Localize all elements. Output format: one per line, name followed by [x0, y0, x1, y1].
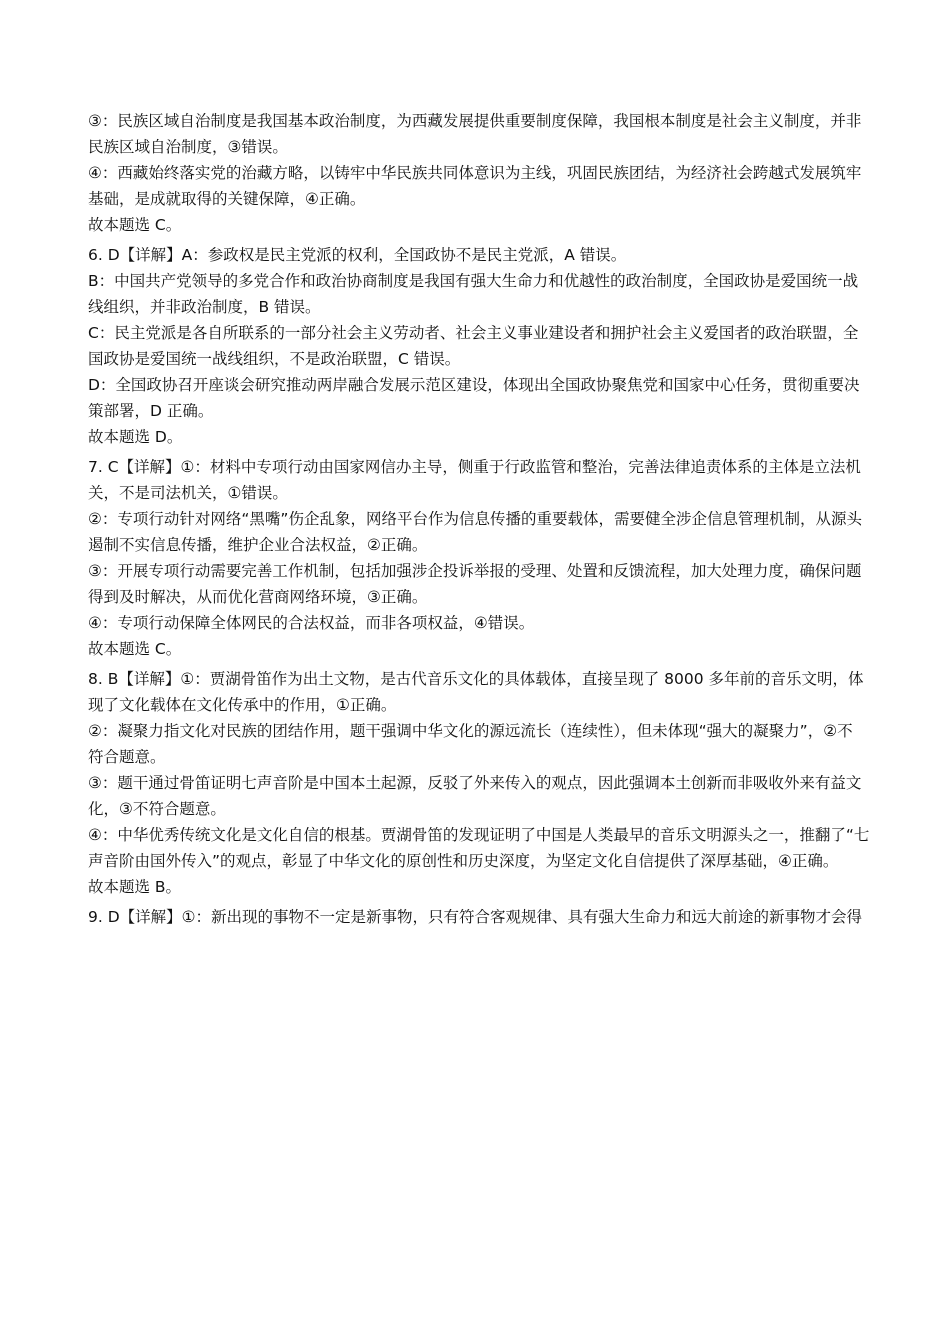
text-line: 8. B【详解】①：贾湖骨笛作为出土文物，是古代音乐文化的具体载体，直接呈现了 8000 多年前的音乐文明，体: [88, 670, 864, 688]
text-line: ③：开展专项行动需要完善工作机制，包括加强涉企投诉举报的受理、处置和反馈流程，加大处理力度，确保问题: [88, 562, 862, 580]
text-line: 故本题选 D。: [88, 428, 183, 446]
text-line: 线组织，并非政治制度，B 错误。: [88, 298, 321, 316]
text-line: 基础，是成就取得的关键保障，④正确。: [88, 190, 366, 208]
document-page: [88, 112, 878, 934]
text-line: ③：民族区域自治制度是我国基本政治制度，为西藏发展提供重要制度保障，我国根本制度是社会主义制度，并非: [88, 112, 862, 130]
text-line: ④：西藏始终落实党的治藏方略，以铸牢中华民族共同体意识为主线，巩固民族团结，为经济社会跨越式发展筑牢: [88, 164, 862, 182]
text-line: 关，不是司法机关，①错误。: [88, 484, 288, 502]
text-line: 9. D【详解】①：新出现的事物不一定是新事物，只有符合客观规律、具有强大生命力和远大前途的新事物才会得: [88, 908, 863, 926]
text-line: 国政协是爱国统一战线组织，不是政治联盟，C 错误。: [88, 350, 461, 368]
text-line: C：民主党派是各自所联系的一部分社会主义劳动者、社会主义事业建设者和拥护社会主义爱国者的政治联盟，全: [88, 324, 859, 342]
text-line: 符合题意。: [88, 748, 166, 766]
text-line: D：全国政协召开座谈会研究推动两岸融合发展示范区建设，体现出全国政协聚焦党和国家中心任务，贯彻重要决: [88, 376, 860, 394]
text-line: 声音阶由国外传入”的观点，彰显了中华文化的原创性和历史深度，为坚定文化自信提供了深厚基础，④正确。: [88, 852, 839, 870]
text-line: 现了文化载体在文化传承中的作用，①正确。: [88, 696, 397, 714]
text-line: 民族区域自治制度，③错误。: [88, 138, 288, 156]
text-line: B：中国共产党领导的多党合作和政治协商制度是我国有强大生命力和优越性的政治制度，全国政协是爱国统一战: [88, 272, 859, 290]
text-line: 策部署，D 正确。: [88, 402, 214, 420]
text-line: ④：中华优秀传统文化是文化自信的根基。贾湖骨笛的发现证明了中国是人类最早的音乐文明源头之一，推翻了“七: [88, 826, 870, 844]
text-line: 7. C【详解】①：材料中专项行动由国家网信办主导，侧重于行政监管和整治，完善法律追责体系的主体是立法机: [88, 458, 861, 476]
text-line: 6. D【详解】A：参政权是民主党派的权利，全国政协不是民主党派，A 错误。: [88, 246, 627, 264]
text-line: ③：题干通过骨笛证明七声音阶是中国本土起源，反驳了外来传入的观点，因此强调本土创新而非吸收外来有益文: [88, 774, 862, 792]
text-line: 化，③不符合题意。: [88, 800, 226, 818]
text-line: ②：专项行动针对网络“黑嘴”伤企乱象，网络平台作为信息传播的重要载体，需要健全涉企信息管理机制，从源头: [88, 510, 862, 528]
text-line: 故本题选 C。: [88, 216, 182, 234]
text-line: 得到及时解决，从而优化营商网络环境，③正确。: [88, 588, 428, 606]
text-line: ④：专项行动保障全体网民的合法权益，而非各项权益，④错误。: [88, 614, 535, 632]
text-line: 遏制不实信息传播，维护企业合法权益，②正确。: [88, 536, 428, 554]
text-line: ②：凝聚力指文化对民族的团结作用，题干强调中华文化的源远流长（连续性），但未体现“强大的凝聚力”，②不: [88, 722, 853, 740]
text-line: 故本题选 B。: [88, 878, 182, 896]
text-line: 故本题选 C。: [88, 640, 182, 658]
